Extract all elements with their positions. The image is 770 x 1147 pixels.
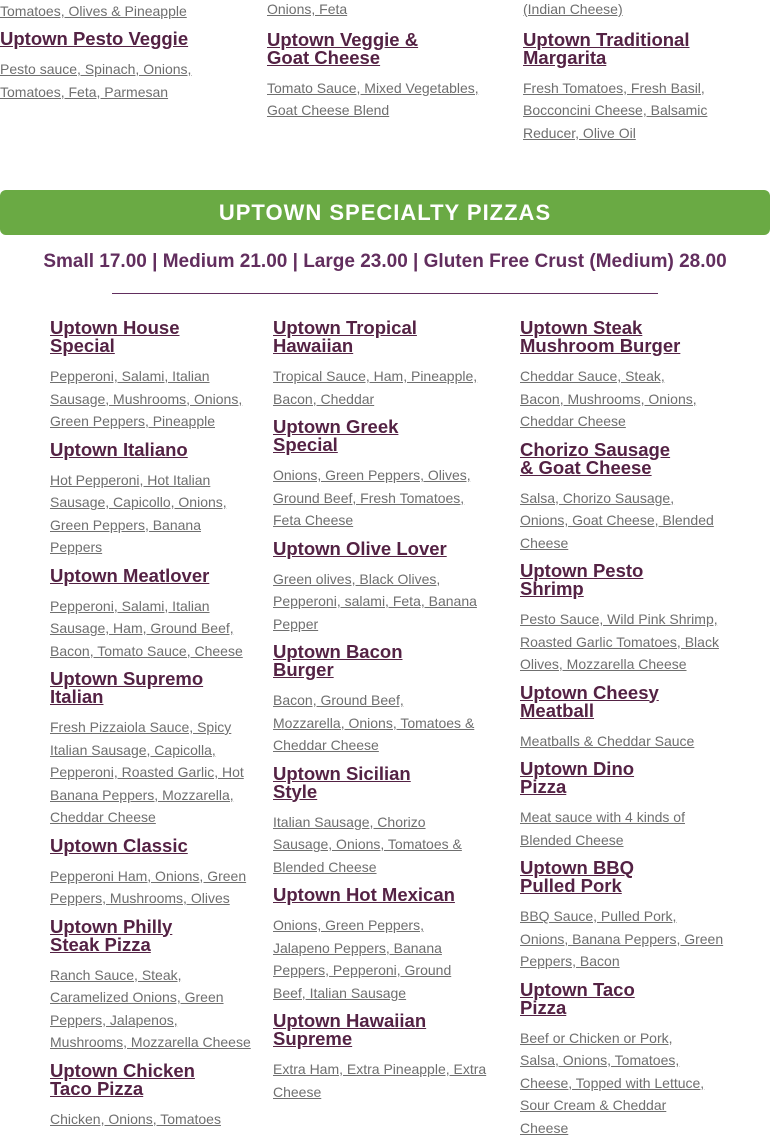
menu-item-title[interactable]: Uptown Supremo Italian [50, 668, 204, 707]
menu-item-title[interactable]: Uptown Sicilian Style [273, 762, 411, 802]
menu-item [273, 319, 495, 410]
menu-item-title[interactable]: Uptown Taco Pizza [520, 978, 635, 1018]
divider [112, 293, 658, 294]
menu-item [267, 28, 437, 68]
menu-item-title[interactable]: Uptown Tropical Hawaiian [273, 317, 417, 356]
menu-item [273, 1012, 495, 1103]
menu-item [50, 834, 252, 910]
menu-item-title[interactable]: Uptown Pesto Veggie [0, 28, 189, 49]
top-column-1 [0, 0, 200, 111]
menu-item-title[interactable]: Chorizo Sausage & Goat Cheese [520, 438, 671, 478]
menu-item-title[interactable]: Uptown Traditional Margarita [523, 28, 690, 68]
menu-item-description[interactable]: Pepperoni, Salami, Italian Sausage, Mushrooms, Onions, Green Peppers, Pineapple [50, 368, 243, 429]
menu-item [50, 438, 252, 559]
menu-item [520, 760, 725, 851]
menu-item-description[interactable]: Salsa, Chorizo Sausage, Onions, Goat Cheese, Blended Cheese [520, 489, 714, 551]
menu-item [50, 319, 252, 433]
menu-item [520, 978, 725, 1140]
menu-item [273, 418, 495, 532]
menu-item-description[interactable]: Bacon, Ground Beef, Mozzarella, Onions, Tomatoes & Cheddar Cheese [273, 692, 475, 753]
menu-item-description[interactable]: (Indian Cheese) [523, 1, 623, 17]
menu-item [50, 1059, 252, 1131]
menu-item-title[interactable]: Uptown Steak Mushroom Burger [520, 317, 681, 356]
menu-item [523, 28, 723, 68]
menu-item-description[interactable]: BBQ Sauce, Pulled Pork, Onions, Banana Peppers, Green Peppers, Bacon [520, 908, 724, 969]
menu-item-title[interactable]: Uptown Philly Steak Pizza [50, 915, 173, 955]
menu-item-description[interactable]: Fresh Tomatoes, Fresh Basil, Bocconcini Cheese, Balsamic Reducer, Olive Oil [523, 79, 708, 141]
menu-item-description[interactable]: Pesto Sauce, Wild Pink Shrimp, Roasted Garlic Tomatoes, Black Olives, Mozzarella Cheese [520, 611, 719, 672]
menu-item-title[interactable]: Uptown Greek Special [273, 416, 399, 455]
menu-item-description[interactable]: Ranch Sauce, Steak, Caramelized Onions, Green Peppers, Jalapenos, Mushrooms, Mozzarella Cheese [50, 966, 251, 1050]
menu-item [520, 859, 725, 973]
menu-item-description[interactable]: Italian Sausage, Chorizo Sausage, Onions, Tomatoes & Blended Cheese [273, 813, 462, 875]
menu-item-description[interactable]: Meat sauce with 4 kinds of Blended Cheese [520, 809, 685, 848]
menu-item [520, 319, 725, 433]
specialty-column-2 [273, 319, 495, 1111]
menu-item-title[interactable]: Uptown Cheesy Meatball [520, 681, 659, 721]
menu-item-description[interactable]: Pepperoni Ham, Onions, Green Peppers, Mushrooms, Olives [50, 867, 247, 906]
menu-item [520, 562, 725, 676]
top-column-2 [267, 0, 482, 122]
menu-item [50, 915, 252, 1054]
menu-item-description[interactable]: Onions, Feta [267, 1, 348, 17]
menu-item [520, 681, 725, 753]
menu-item [273, 643, 495, 757]
specialty-column-3 [520, 319, 725, 1147]
menu-item-description[interactable]: Beef or Chicken or Pork, Salsa, Onions, Tomatoes, Cheese, Topped with Lettuce, Sour Cream & Cheddar Cheese [520, 1029, 705, 1136]
menu-item-description[interactable]: Meatballs & Cheddar Sauce [520, 732, 695, 749]
menu-item-title[interactable]: Uptown Hawaiian Supreme [273, 1010, 427, 1049]
menu-item-description[interactable]: Extra Ham, Extra Pineapple, Extra Cheese [273, 1061, 487, 1100]
menu-item [520, 438, 725, 555]
menu-item-title[interactable]: Uptown Bacon Burger [273, 641, 403, 680]
menu-item-title[interactable]: Uptown Meatlover [50, 564, 210, 586]
menu-item [50, 564, 252, 663]
menu-item-description[interactable]: Hot Pepperoni, Hot Italian Sausage, Capicollo, Onions, Green Peppers, Banana Peppers [50, 471, 227, 555]
menu-item-description[interactable]: Pepperoni, Salami, Italian Sausage, Ham, Ground Beef, Bacon, Tomato Sauce, Cheese [50, 597, 243, 659]
menu-item-title[interactable]: Uptown Hot Mexican [273, 884, 455, 905]
menu-item-description[interactable]: Onions, Green Peppers, Olives, Ground Beef, Fresh Tomatoes, Feta Cheese [273, 467, 471, 528]
menu-item-title[interactable]: Uptown Chicken Taco Pizza [50, 1059, 195, 1099]
section-banner: UPTOWN SPECIALTY PIZZAS [0, 190, 770, 235]
menu-item-description[interactable]: Cheddar Sauce, Steak, Bacon, Mushrooms, Onions, Cheddar Cheese [520, 368, 697, 429]
menu-item-description[interactable]: Tomato Sauce, Mixed Vegetables, Goat Cheese Blend [267, 79, 479, 118]
menu-item-title[interactable]: Uptown BBQ Pulled Pork [520, 857, 635, 896]
menu-item-description[interactable]: Pesto sauce, Spinach, Onions, Tomatoes, Feta, Parmesan [0, 61, 192, 100]
menu-item-title[interactable]: Uptown Olive Lover [273, 537, 447, 559]
menu-item [273, 537, 495, 636]
menu-item [273, 886, 495, 1004]
menu-item [273, 762, 495, 879]
top-column-3 [523, 0, 763, 144]
price-line: Small 17.00 | Medium 21.00 | Large 23.00 | Gluten Free Crust (Medium) 28.00 [43, 251, 727, 272]
menu-item-description[interactable]: Tropical Sauce, Ham, Pineapple, Bacon, Cheddar [273, 368, 478, 407]
menu-item-title[interactable]: Uptown House Special [50, 317, 180, 356]
specialty-column-1 [50, 319, 252, 1138]
menu-item-title[interactable]: Uptown Veggie & Goat Cheese [267, 28, 419, 68]
menu-item [50, 670, 252, 829]
menu-item-title[interactable]: Uptown Italiano [50, 438, 188, 460]
menu-item-title[interactable]: Uptown Dino Pizza [520, 758, 635, 797]
menu-item-description[interactable]: Fresh Pizzaiola Sauce, Spicy Italian Sausage, Capicolla, Pepperoni, Roasted Garlic, Hot Banana Peppers, Mozzarella, Cheddar Cheese [50, 719, 244, 825]
menu-item-title[interactable]: Uptown Classic [50, 834, 188, 856]
menu-item-description[interactable]: Chicken, Onions, Tomatoes [50, 1110, 221, 1127]
menu-item [0, 30, 200, 103]
menu-item-title[interactable]: Uptown Pesto Shrimp [520, 560, 644, 599]
menu-item-description[interactable]: Green olives, Black Olives, Pepperoni, salami, Feta, Banana Pepper [273, 570, 477, 632]
menu-item-description[interactable]: Tomatoes, Olives & Pineapple [0, 3, 187, 19]
menu-item-description[interactable]: Onions, Green Peppers, Jalapeno Peppers, Banana Peppers, Pepperoni, Ground Beef, Italian Sausage [273, 917, 452, 1001]
